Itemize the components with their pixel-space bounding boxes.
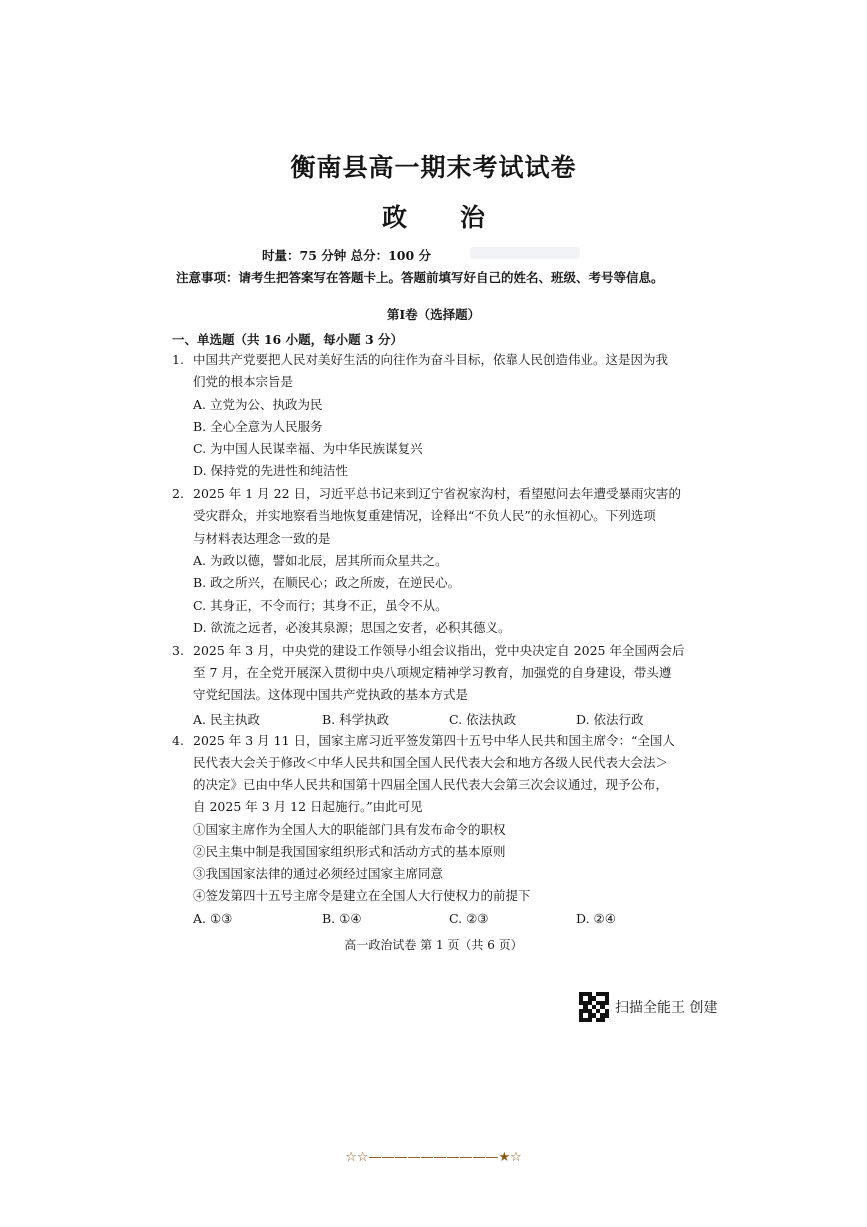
option-a: A. 立党为公、执政为民 [193,397,323,412]
question-stem-line: 与材料表达理念一致的是 [193,531,331,546]
question-stem-line: 2025 年 3 月，中央党的建设工作领导小组会议指出，党中央决定自 2025 年全国两会后 [193,643,685,658]
option-d: D. 保持党的先进性和纯洁性 [193,463,349,478]
option-b: B. 全心全意为人民服务 [193,419,323,434]
option-c: C. ②③ [449,911,489,926]
part-title: 第Ⅰ卷（选择题） [386,307,481,322]
question-stem-line: 至 7 月，在全党开展深入贯彻中央八项规定精神学习教育，加强党的自身建设，带头遵 [193,665,672,680]
question-stem-line: 自 2025 年 3 月 12 日起施行。”由此可见 [193,799,423,814]
scanner-watermark [579,992,717,1022]
option-d: D. 依法行政 [576,712,644,727]
statement-1: ①国家主席作为全国人大的职能部门具有发布命令的职权 [193,822,506,837]
question-stem-line: 中国共产党要把人民对美好生活的向往作为奋斗目标，依靠人民创造伟业。这是因为我 [193,352,669,367]
option-c: C. 为中国人民谋幸福、为中华民族谋复兴 [193,441,423,456]
option-b: B. ①④ [322,911,362,926]
option-d: D. 欲流之远者，必浚其泉源；思国之安者，必积其德义。 [193,620,511,635]
scanner-label: 扫描全能王 创建 [615,1000,718,1016]
option-a: A. ①③ [193,911,233,926]
option-d: D. ②④ [576,911,616,926]
qr-code-icon [579,992,609,1022]
question-number: 1. [172,352,184,367]
statement-2: ②民主集中制是我国国家组织形式和活动方式的基本原则 [193,844,506,859]
option-a: A. 民主执政 [193,712,260,727]
exam-notice: 注意事项：请考生把答案写在答题卡上。答题前填写好自己的姓名、班级、考号等信息。 [176,270,664,285]
option-c: C. 依法执政 [449,712,517,727]
question-number: 3. [172,643,184,658]
statement-4: ④签发第四十五号主席令是建立在全国人大行使权力的前提下 [193,888,531,903]
subject-title: 政 治 [382,203,507,232]
section-title: 一、单选题（共 16 小题，每小题 3 分） [172,332,404,347]
question-stem-line: 的决定》已由中华人民共和国第十四届全国人民代表大会第三次会议通过，现予公布， [193,777,669,792]
option-c: C. 其身正，不令而行；其身不正，虽令不从。 [193,598,448,613]
option-b: B. 政之所兴，在顺民心；政之所废，在逆民心。 [193,575,461,590]
option-b: B. 科学执政 [322,712,390,727]
question-stem-line: 受灾群众，并实地察看当地恢复重建情况，诠释出“不负人民”的永恒初心。下列选项 [193,508,656,523]
statement-3: ③我国国家法律的通过必须经过国家主席同意 [193,866,444,881]
time-info: 时量：75 分钟 总分：100 分 [262,248,432,263]
redacted-area [470,247,580,259]
exam-title: 衡南县高一期末考试试卷 [290,153,577,182]
question-stem-line: 们党的根本宗旨是 [193,374,294,389]
question-stem-line: 民代表大会关于修改＜中华人民共和国全国人民代表大会和地方各级人民代表大会法＞ [193,755,669,770]
question-stem-line: 2025 年 3 月 11 日，国家主席习近平签发第四十五号中华人民共和国主席令：“全国人 [193,733,675,748]
question-stem-line: 守党纪国法。这体现中国共产党执政的基本方式是 [193,687,469,702]
page-footer: 高一政治试卷 第 1 页（共 6 页） [344,938,523,952]
bottom-decoration: ☆☆——————————★☆ [345,1150,522,1165]
question-stem-line: 2025 年 1 月 22 日，习近平总书记来到辽宁省祝家沟村，看望慰问去年遭受暴雨灾害的 [193,486,682,501]
question-number: 2. [172,486,184,501]
question-number: 4. [172,733,184,748]
option-a: A. 为政以德，譬如北辰，居其所而众星共之。 [193,553,448,568]
